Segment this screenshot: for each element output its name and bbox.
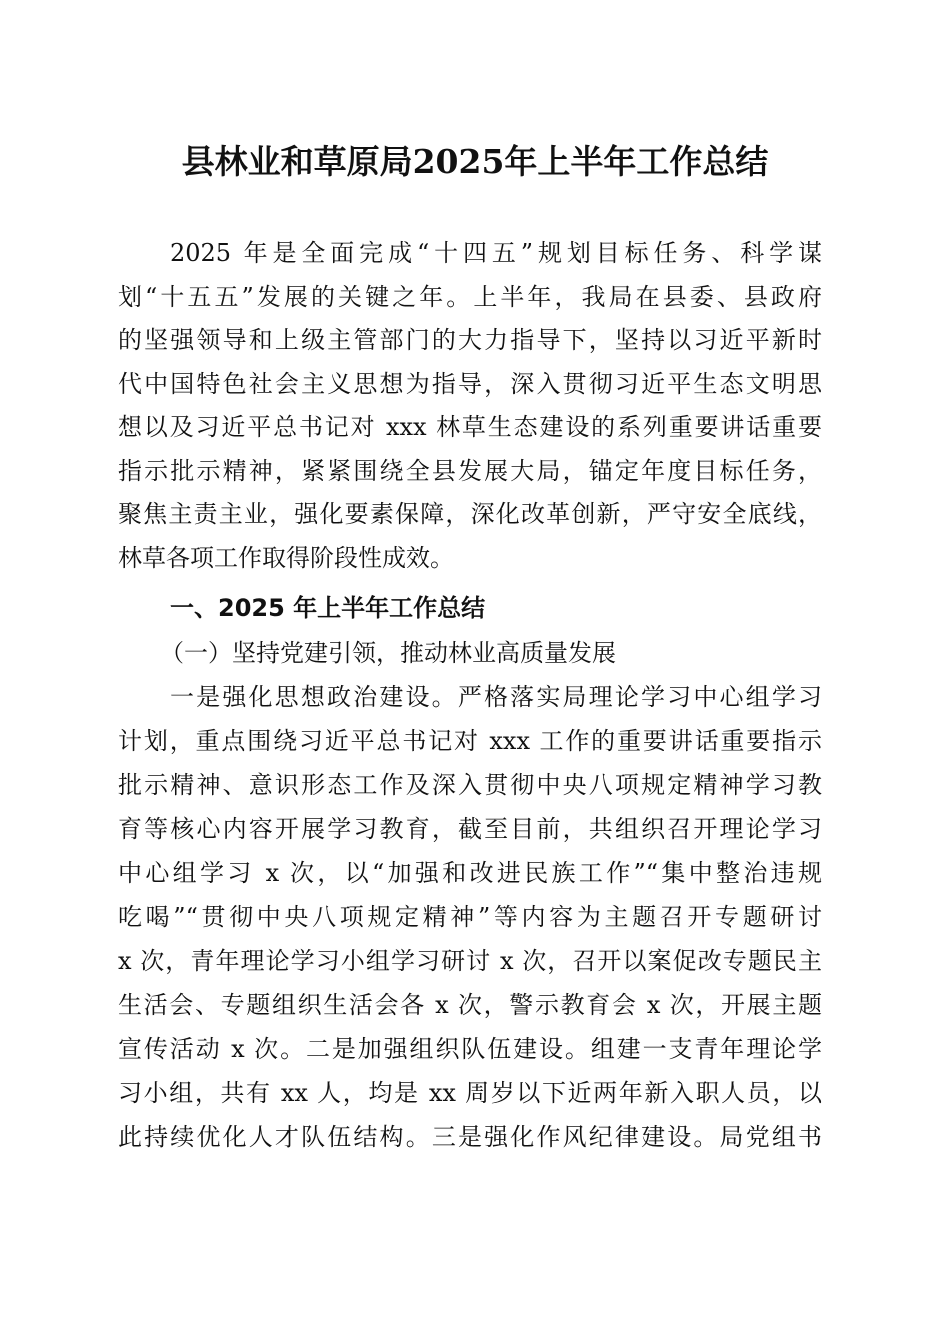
subsection-heading: （一）坚持党建引领，推动林业高质量发展 bbox=[160, 639, 616, 667]
paragraph-line: 聚焦主责主业，强化要素保障，深化改革创新，严守安全底线， bbox=[118, 500, 822, 528]
paragraph-line: 计划，重点围绕习近平总书记对 xxx 工作的重要讲话重要指示 bbox=[118, 727, 822, 755]
paragraph-line: 吃喝”“贯彻中央八项规定精神”等内容为主题召开专题研讨 bbox=[118, 903, 822, 931]
paragraph-line: 2025 年是全面完成“十四五”规划目标任务、科学谋 bbox=[170, 239, 822, 267]
section-heading: 一、2025 年上半年工作总结 bbox=[170, 594, 486, 622]
paragraph-line: 育等核心内容开展学习教育，截至目前，共组织召开理论学习 bbox=[118, 815, 822, 843]
paragraph-line: 指示批示精神，紧紧围绕全县发展大局，锚定年度目标任务， bbox=[118, 457, 822, 485]
paragraph-line: 林草各项工作取得阶段性成效。 bbox=[118, 544, 454, 572]
paragraph-line: 生活会、专题组织生活会各 x 次，警示教育会 x 次，开展主题 bbox=[118, 991, 822, 1019]
paragraph-line: 宣传活动 x 次。二是加强组织队伍建设。组建一支青年理论学 bbox=[118, 1035, 822, 1063]
paragraph-line: 中心组学习 x 次，以“加强和改进民族工作”“集中整治违规 bbox=[118, 859, 822, 887]
paragraph-line: 想以及习近平总书记对 xxx 林草生态建设的系列重要讲话重要 bbox=[118, 413, 822, 441]
paragraph-line: 一是强化思想政治建设。严格落实局理论学习中心组学习 bbox=[170, 683, 822, 711]
paragraph-line: 批示精神、意识形态工作及深入贯彻中央八项规定精神学习教 bbox=[118, 771, 822, 799]
paragraph-line: x 次，青年理论学习小组学习研讨 x 次，召开以案促改专题民主 bbox=[118, 947, 822, 975]
paragraph-line: 的坚强领导和上级主管部门的大力指导下，坚持以习近平新时 bbox=[118, 326, 822, 354]
paragraph-line: 此持续优化人才队伍结构。三是强化作风纪律建设。局党组书 bbox=[118, 1123, 822, 1151]
paragraph-line: 划“十五五”发展的关键之年。上半年，我局在县委、县政府 bbox=[118, 283, 822, 311]
paragraph-line: 代中国特色社会主义思想为指导，深入贯彻习近平生态文明思 bbox=[118, 370, 822, 398]
paragraph-line: 习小组，共有 xx 人，均是 xx 周岁以下近两年新入职人员，以 bbox=[118, 1079, 822, 1107]
document-title: 县林业和草原局2025年上半年工作总结 bbox=[181, 142, 769, 181]
